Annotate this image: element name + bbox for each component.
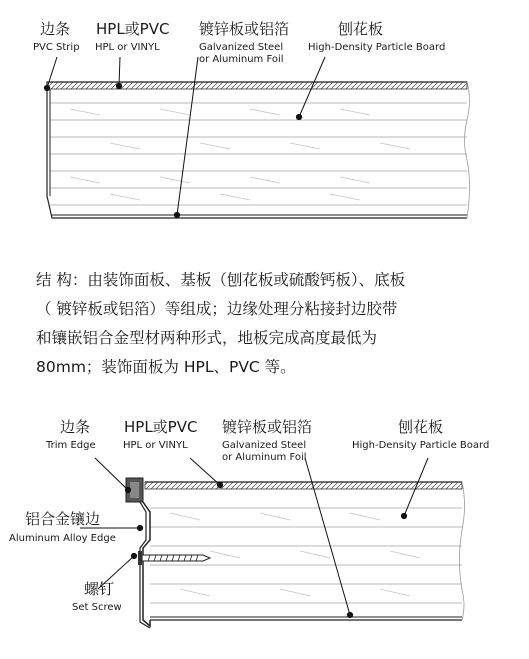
- label-trim-edge-en: Trim Edge: [46, 440, 96, 451]
- label-hpl-vinyl-en-1: HPL or VINYL: [95, 42, 160, 53]
- hpl-layer-2: [145, 482, 462, 489]
- label-trim-edge-zh: 边条: [60, 418, 91, 436]
- label-galvanized-zh-1: 镀锌板或铝箔: [199, 20, 290, 38]
- structure-description: [36, 266, 496, 382]
- label-particle-board-zh-2: 刨花板: [398, 418, 444, 436]
- label-hpl-pvc-zh-2: HPL或PVC: [124, 418, 198, 436]
- label-galvanized-en-2: Galvanized Steel: [222, 440, 307, 451]
- description-line-4: 80mm；装饰面板为 HPL、PVC 等。: [36, 358, 296, 376]
- panel-cross-section-1: [47, 81, 470, 221]
- label-aluminum-edge-zh: 铝合金镶边: [25, 510, 101, 528]
- label-particle-board-en-2: High-Density Particle Board: [352, 440, 490, 451]
- label-set-screw-en: Set Screw: [72, 602, 122, 613]
- label-hpl-vinyl-en-2: HPL or VINYL: [123, 440, 188, 451]
- description-line-3: 和镶嵌铝合金型材两种形式，地板完成高度最低为: [36, 329, 378, 347]
- label-pvc-strip-zh: 边条: [40, 20, 71, 38]
- label-pvc-strip-en: PVC Strip: [33, 42, 80, 53]
- description-line-1: 结 构：由装饰面板、基板（刨花板或硫酸钙板）、底板: [36, 271, 406, 289]
- label-aluminum-foil-en-2: or Aluminum Foil: [222, 452, 307, 463]
- label-particle-board-zh-1: 刨花板: [338, 20, 384, 38]
- label-galvanized-zh-2: 镀锌板或铝箔: [222, 418, 313, 436]
- set-screw: [138, 551, 210, 565]
- description-line-2: （ 镀锌板或铝箔）等组成；边缘处理分粘接封边胶带: [36, 300, 398, 318]
- label-aluminum-foil-en-1: or Aluminum Foil: [199, 54, 284, 65]
- panel-cross-section-2: [126, 478, 465, 628]
- label-set-screw-zh: 螺钉: [84, 580, 115, 598]
- label-galvanized-en-1: Galvanized Steel: [199, 42, 284, 53]
- hpl-layer-1: [47, 82, 467, 89]
- label-aluminum-edge-en: Aluminum Alloy Edge: [9, 533, 116, 544]
- label-hpl-pvc-zh-1: HPL或PVC: [96, 20, 170, 38]
- label-particle-board-en-1: High-Density Particle Board: [308, 42, 446, 53]
